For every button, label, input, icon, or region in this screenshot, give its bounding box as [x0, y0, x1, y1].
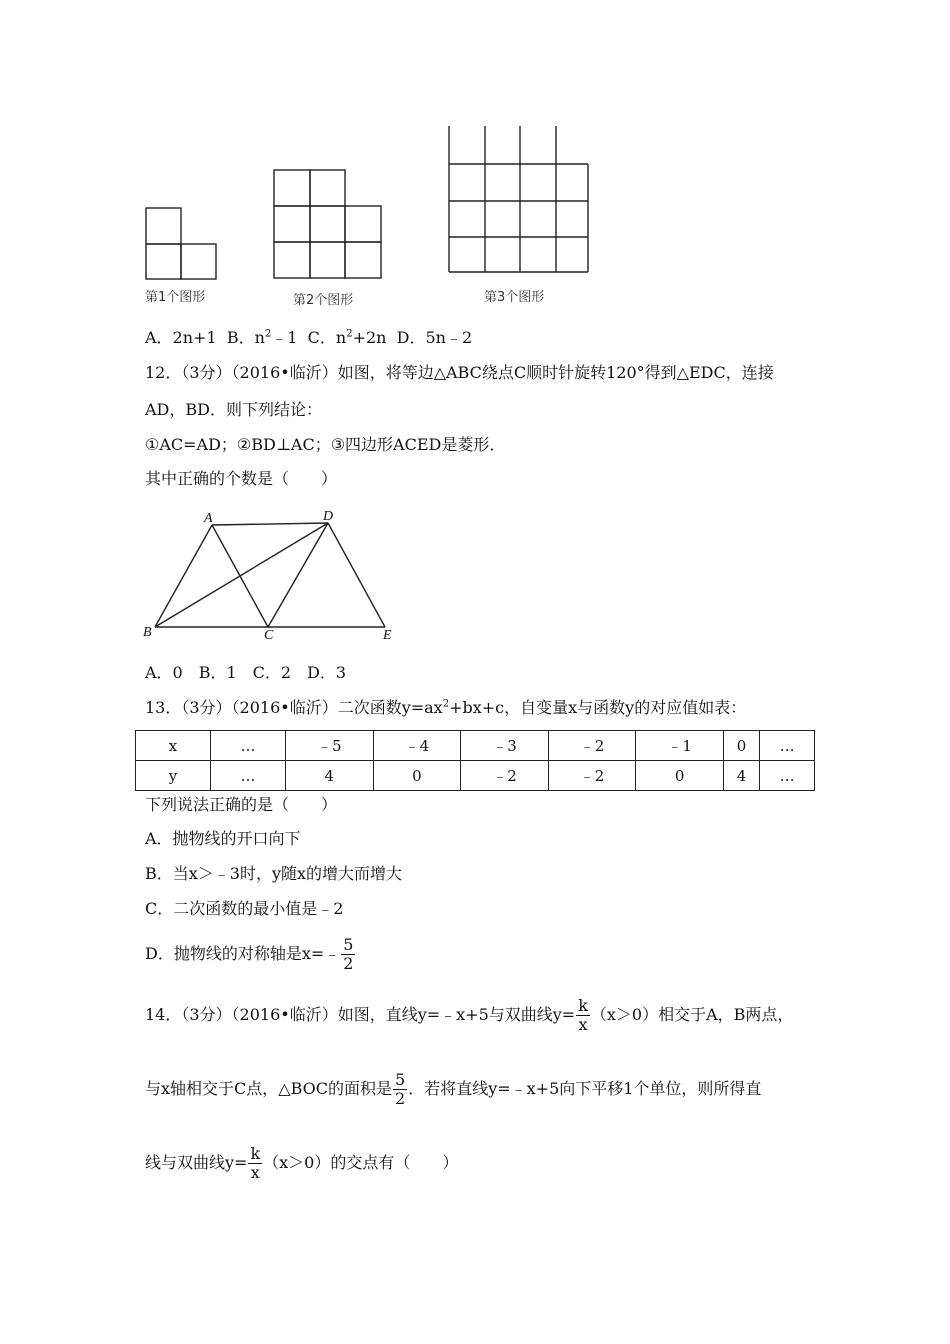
q12-prompt: 其中正确的个数是（ ）	[145, 469, 338, 488]
table-row-x: x … ﹣5 ﹣4 ﹣3 ﹣2 ﹣1 0 …	[136, 731, 815, 761]
q13-option-d: D．抛物线的对称轴是x=﹣ $\frac{5}{2}$	[145, 935, 354, 973]
grid-figure-3	[445, 122, 595, 278]
q12-statements: ①AC=AD；②BD⊥AC；③四边形ACED是菱形．	[145, 435, 506, 454]
label-B: B	[143, 625, 152, 640]
q13-option-a: A．抛物线的开口向下	[145, 829, 301, 848]
q13-option-b: B．当x＞﹣3时，y随x的增大而增大	[145, 864, 403, 883]
q13-value-table	[135, 730, 815, 791]
label-D: D	[323, 509, 334, 524]
figure-1-caption: 第1个图形	[145, 290, 206, 305]
label-C: C	[264, 628, 274, 643]
q14-stem-line3: 线与双曲线y= $\frac{k}{x}$ （x＞0）的交点有（ ）	[145, 1144, 459, 1182]
q13-prompt: 下列说法正确的是（ ）	[145, 795, 338, 814]
grid-figure-1	[140, 200, 230, 285]
grid-figure-2	[270, 165, 385, 285]
table-row-y: y … 4 0 ﹣2 ﹣2 0 4 …	[136, 761, 815, 791]
q14-stem-line2: 与x轴相交于C点，△BOC的面积是 $\frac{5}{2}$ ．若将直线y=﹣x+5向下平移1个单位，则所得直	[145, 1070, 762, 1108]
q11-options: A．2n+1 B．$n^2﹣1$ C．$n^2+2n$ D．5n﹣2	[145, 328, 473, 347]
q12-stem-line1: 12．（3分）（2016•临沂）如图，将等边△ABC绕点C顺时针旋转120°得到△EDC，连接	[145, 363, 774, 382]
figure-2-caption: 第2个图形	[293, 293, 354, 308]
q13-option-c: C．二次函数的最小值是﹣2	[145, 899, 344, 918]
figure-3-caption: 第3个图形	[484, 290, 545, 305]
q14-stem-line1: 14．（3分）（2016•临沂）如图，直线y=﹣x+5与双曲线y= $\frac{k}{x}$ （x＞0）相交于A，B两点，	[145, 996, 794, 1034]
q12-stem-line2: AD，BD．则下列结论：	[145, 400, 322, 419]
label-E: E	[383, 628, 392, 643]
q12-geometry-figure	[135, 505, 400, 645]
label-A: A	[204, 511, 213, 526]
q12-options: A．0 B．1 C．2 D．3	[145, 663, 347, 682]
q13-stem: 13．（3分）（2016•临沂）二次函数$y=ax^2+bx+c$，自变量x与函数y的对应值如表：	[145, 698, 747, 717]
